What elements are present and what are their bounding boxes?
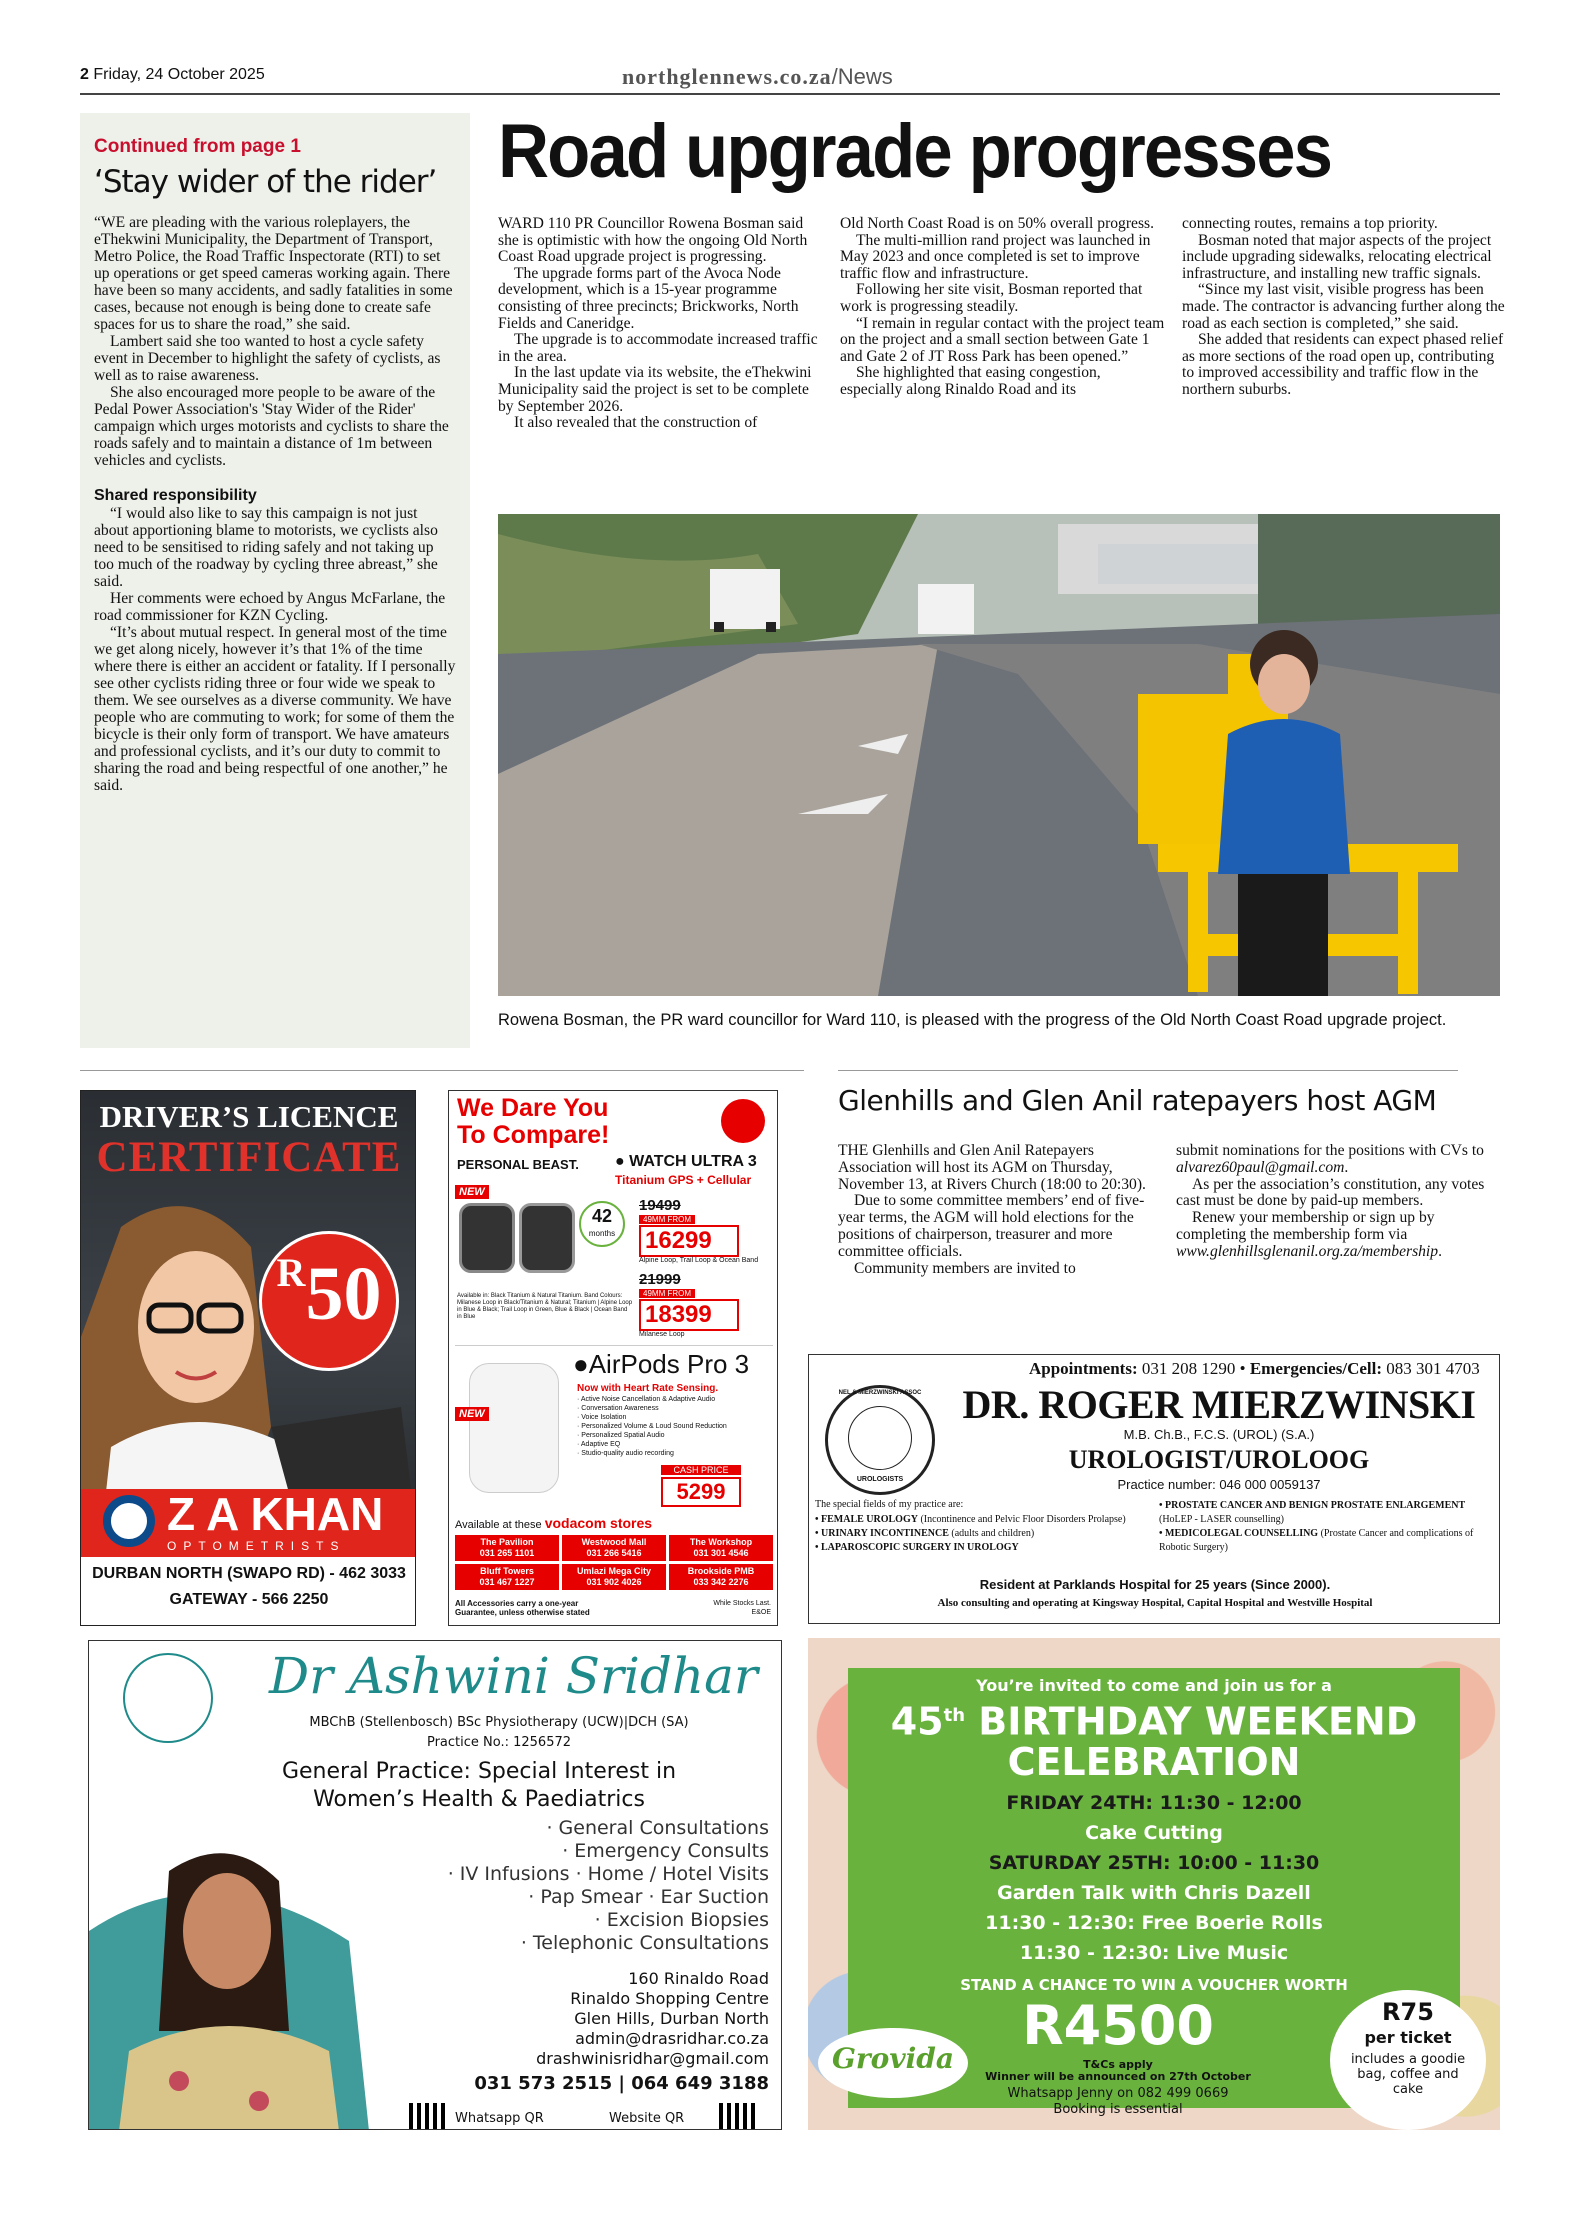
- price-1-from: 49MM FROM: [639, 1215, 695, 1224]
- store-card: [455, 1535, 559, 1561]
- practice-number: Practice number: 046 000 0059137: [1117, 1477, 1321, 1492]
- watch-image-2: [519, 1203, 575, 1273]
- doctor-specialty: UROLOGIST/UROLOOG: [1068, 1445, 1370, 1474]
- footer-line: All Accessories carry a one-year: [455, 1599, 579, 1608]
- price-1-note: Alpine Loop, Trail Loop & Ocean Band: [639, 1257, 759, 1264]
- available-label: Available at these: [455, 1519, 542, 1531]
- footer-line: Guarantee, unless otherwise stated: [455, 1608, 590, 1617]
- practice-field: [1159, 1527, 1495, 1555]
- airpods-features: [577, 1395, 727, 1458]
- brand-name: Z A KHAN: [167, 1488, 384, 1540]
- store-card: [669, 1564, 773, 1590]
- store-name: Bluff Towers: [480, 1566, 534, 1576]
- article-paragraph: Old North Coast Road is on 50% overall progress.: [840, 215, 1154, 232]
- availability: [455, 1515, 652, 1531]
- field-name: • FEMALE UROLOGY: [815, 1514, 918, 1525]
- article-column-2: [840, 216, 1166, 399]
- sidebar-title: ‘Stay wider of the rider’: [94, 164, 437, 200]
- airpods-subtitle: Now with Heart Rate Sensing.: [577, 1383, 719, 1394]
- field-name: • URINARY INCONTINENCE: [815, 1528, 949, 1539]
- doctor-portrait: [89, 1811, 369, 2130]
- grovida-logo: Grovida: [832, 2042, 954, 2075]
- months-badge: [579, 1201, 625, 1247]
- agm-column-2: [1176, 1143, 1506, 1261]
- stethoscope-logo-icon: [123, 1653, 213, 1743]
- address-line: Rinaldo Shopping Centre: [570, 1989, 769, 2008]
- voda-headline: [457, 1095, 609, 1149]
- service-item: · Pap Smear · Ear Suction: [528, 1886, 769, 1908]
- seal-bottom-text: UROLOGISTS: [856, 1476, 904, 1483]
- feature-item: · Voice Isolation: [577, 1414, 627, 1421]
- woman-portrait: [81, 1187, 416, 1537]
- practice-field: [815, 1541, 1155, 1555]
- airpods-image: [469, 1363, 559, 1493]
- store-name: The Pavilion: [480, 1537, 534, 1547]
- ticket-price: R75: [1382, 1998, 1434, 2026]
- whatsapp-line[interactable]: Whatsapp Jenny on 082 499 0669: [1007, 2086, 1229, 2101]
- location-1: DURBAN NORTH (SWAPO RD) - 462 3033: [92, 1565, 406, 1582]
- footer-line: E&OE: [751, 1609, 771, 1616]
- header-rule: [80, 93, 1500, 95]
- stand-chance: STAND A CHANCE TO WIN A VOUCHER WORTH: [960, 1976, 1348, 1994]
- article-paragraph: She highlighted that easing congestion, especially along Rinaldo Road and its: [840, 364, 1101, 398]
- schedule-event: 11:30 - 12:30: Live Music: [1019, 1942, 1289, 1964]
- sidebar-paragraph: Lambert said she too wanted to host a cycle safety event in December to highlight the safety of cyclists, as well as to raise awareness.: [94, 333, 441, 384]
- ticket-includes: includes a goodie bag, coffee and cake: [1350, 2052, 1466, 2097]
- price-2: 18399: [639, 1299, 739, 1331]
- continued-label: Continued from page 1: [94, 136, 301, 157]
- doctor-qualifications: M.B. Ch.B., F.C.S. (UROL) (S.A.): [1123, 1427, 1315, 1442]
- agm-paragraph: Due to some committee members’ end of five-year terms, the AGM will hold elections for the positions of chairperson, treasurer and more committee officials.: [838, 1192, 1145, 1260]
- practice-field: [815, 1527, 1155, 1541]
- store-phone[interactable]: 031 467 1227: [479, 1577, 535, 1587]
- divider: [838, 1070, 1458, 1071]
- headline-text-1: BIRTHDAY WEEKEND: [978, 1699, 1418, 1744]
- article-paragraph: It also revealed that the construction of: [514, 414, 758, 432]
- service-item: · Telephonic Consultations: [520, 1932, 769, 1954]
- store-card: [455, 1564, 559, 1590]
- agm-paragraph: submit nominations for the positions with CVs to alvarez60paul@gmail.com.: [1176, 1142, 1484, 1176]
- article-paragraph: The upgrade is to accommodate increased traffic in the area.: [498, 331, 818, 365]
- road-scene-illustration: [498, 514, 1500, 996]
- price-2-note: Milanese Loop: [639, 1331, 685, 1338]
- field-detail: (adults and children): [948, 1528, 1035, 1539]
- store-phone[interactable]: 033 342 2276: [693, 1577, 749, 1587]
- grovida-ad: [808, 1638, 1500, 2130]
- invite-line: You’re invited to come and join us for a: [976, 1676, 1332, 1695]
- article-paragraph: “I remain in regular contact with the project team on the project and a small section between Gate 1 and Gate 2 of JT Ross Park has been opened.”: [840, 314, 1165, 365]
- services-list: [339, 1817, 769, 1955]
- schedule-day: SATURDAY 25TH: 10:00 - 11:30: [988, 1852, 1320, 1874]
- seal-top-text: NEL & MIERZWINSKI ASSOC: [838, 1390, 922, 1396]
- resident-note: Resident at Parklands Hospital for 25 years (Since 2000).: [979, 1577, 1331, 1592]
- location-2: GATEWAY - 566 2250: [169, 1591, 329, 1608]
- price-value: 50: [305, 1252, 382, 1336]
- footer-line: While Stocks Last.: [713, 1600, 771, 1607]
- address-line[interactable]: drashwinisridhar@gmail.com: [536, 2049, 769, 2068]
- apple-logo-icon: ●: [573, 1349, 589, 1379]
- price-1: 16299: [639, 1225, 739, 1257]
- qr-label-1: Whatsapp QR: [455, 2111, 544, 2126]
- fields-intro: The special fields of my practice are:: [815, 1499, 964, 1510]
- schedule-event: Cake Cutting: [1085, 1822, 1223, 1844]
- service-item: · IV Infusions · Home / Hotel Visits: [447, 1863, 769, 1885]
- article-column-1: [498, 216, 824, 432]
- gp-headline-1: General Practice: Special Interest in: [281, 1759, 677, 1784]
- page-number: 2: [80, 66, 89, 83]
- emergency-phone[interactable]: 083 301 4703: [1386, 1359, 1480, 1378]
- practice-number: Practice No.: 1256572: [426, 1735, 572, 1750]
- headline-number: 45: [890, 1699, 944, 1744]
- feature-item: · Personalized Volume & Loud Sound Reduction: [577, 1423, 727, 1430]
- practice-seal-icon: [825, 1385, 935, 1495]
- doctor-name: Dr Ashwini Sridhar: [269, 1647, 758, 1705]
- agm-paragraph: THE Glenhills and Glen Anil Ratepayers Association will host its AGM on Thursday, November 13, at Rivers Church (18:00 to 20:30).: [838, 1142, 1146, 1193]
- store-name: Westwood Mall: [581, 1537, 647, 1547]
- also-consulting: Also consulting and operating at Kingsway Hospital, Capital Hospital and Westville Hospital: [937, 1597, 1373, 1609]
- seal-inner: [848, 1406, 912, 1470]
- agm-column-1: [838, 1143, 1168, 1277]
- store-card: [562, 1535, 666, 1561]
- watch-name: [615, 1153, 757, 1171]
- schedule-event: 11:30 - 12:30: Free Boerie Rolls: [985, 1912, 1323, 1934]
- store-phone[interactable]: 031 265 1101: [479, 1548, 535, 1558]
- ticket-per: per ticket: [1364, 2028, 1452, 2047]
- cash-price: 5299: [661, 1477, 741, 1507]
- address-line: Glen Hills, Durban North: [574, 2009, 769, 2028]
- airpods-title: [573, 1349, 749, 1380]
- months-label: months: [588, 1229, 616, 1238]
- store-phone[interactable]: 031 266 5416: [586, 1548, 642, 1558]
- whatsapp-qr-icon[interactable]: [409, 2103, 449, 2130]
- store-name: Umlazi Mega City: [576, 1566, 652, 1576]
- price-text: [259, 1249, 399, 1339]
- agm-membership-link[interactable]: www.glenhillsglenanil.org.za/membership: [1176, 1242, 1439, 1260]
- field-name: • PROSTATE CANCER AND BENIGN PROSTATE ENLARGEMENT: [1159, 1500, 1466, 1511]
- fields-left: [815, 1513, 1155, 1555]
- article-paragraph: Following her site visit, Bosman reported that work is progressing steadily.: [840, 281, 1143, 315]
- appointments-phone[interactable]: 031 208 1290: [1141, 1359, 1236, 1378]
- months-value: 42: [591, 1206, 613, 1226]
- field-detail: (Prostate Cancer and complications of Robotic Surgery): [1159, 1528, 1474, 1553]
- new-badge: NEW: [455, 1407, 489, 1421]
- watch-title: WATCH ULTRA 3: [629, 1153, 757, 1170]
- brand-subtitle: OPTOMETRISTS: [167, 1539, 346, 1553]
- airpods-name: AirPods Pro 3: [588, 1349, 750, 1379]
- headline-text-2: CELEBRATION: [1007, 1739, 1301, 1784]
- article-paragraph: Bosman noted that major aspects of the project include upgrading sidewalks, relocating electrical infrastructure, and installing new traffic signals.: [1182, 231, 1492, 282]
- sidebar-subhead: Shared responsibility: [94, 487, 257, 504]
- appointments-label: Appointments:: [1029, 1359, 1138, 1378]
- ad-line1: DRIVER’S LICENCE: [99, 1099, 399, 1134]
- gp-headline-2: Women’s Health & Paediatrics: [313, 1787, 645, 1812]
- voda-footer-left: [455, 1599, 590, 1617]
- article-paragraph: connecting routes, remains a top priority.: [1182, 215, 1438, 232]
- watch-tag: PERSONAL BEAST.: [457, 1157, 579, 1172]
- feature-item: · Active Noise Cancellation & Adaptive Audio: [577, 1396, 716, 1403]
- vodafone-logo-icon: [721, 1099, 765, 1143]
- booking-line: Booking is essential: [1053, 2102, 1183, 2117]
- event-schedule: [848, 1788, 1460, 1968]
- voucher-value: R4500: [1022, 1994, 1214, 2057]
- doctor-name: DR. ROGER MIERZWINSKI: [962, 1382, 1476, 1427]
- store-card: [669, 1535, 773, 1561]
- store-phone[interactable]: 031 301 4546: [693, 1548, 749, 1558]
- doctor-qualifications: MBChB (Stellenbosch) BSc Physiotherapy (UCW)|DCH (SA): [309, 1715, 689, 1730]
- section-name: /News: [831, 64, 893, 89]
- schedule-event: Garden Talk with Chris Dazell: [997, 1882, 1311, 1904]
- sidebar-paragraph: “It’s about mutual respect. In general most of the time we get along nicely, however it’s that 1% of the time where there is either an accident or fatality. If I personally see other cyclists riding three or four wide we speak to them. We see ourselves as a diverse community. We have people who are commuting to work; for some of them the bicycle is their only form of transport. We have amateurs and professional cyclists, and it’s our duty to commit to sharing the road and being respectful of one another,” he said.: [94, 624, 456, 794]
- headline-suffix: th: [943, 1705, 966, 1726]
- site-name[interactable]: northglennews.co.za: [622, 64, 832, 89]
- practice-field: [815, 1513, 1155, 1527]
- price-1-old: 19499: [639, 1197, 681, 1214]
- cash-label: CASH PRICE: [661, 1465, 741, 1475]
- birthday-headline: [848, 1696, 1460, 1782]
- site-header: [622, 64, 893, 90]
- new-badge: NEW: [455, 1185, 489, 1199]
- tcs: T&Cs apply: [1083, 2058, 1153, 2071]
- sidebar-paragraph: Her comments were echoed by Angus McFarlane, the road commissioner for KZN Cycling.: [94, 590, 446, 624]
- store-phone[interactable]: 031 902 4026: [586, 1577, 642, 1587]
- uro-contacts: Appointments: 031 208 1290 • Emergencies/Cell: 083 301 4703: [1029, 1359, 1480, 1378]
- voda-footer-right: [713, 1599, 771, 1617]
- watch-subtitle: Titanium GPS + Cellular: [615, 1173, 752, 1187]
- agm-paragraph: Community members are invited to: [854, 1259, 1076, 1277]
- phone-numbers[interactable]: 031 573 2515 | 064 649 3188: [474, 2073, 769, 2094]
- voda-headline-2: To Compare!: [457, 1121, 610, 1149]
- optometrist-ad: [80, 1090, 416, 1626]
- price-2-from: 49MM FROM: [639, 1289, 695, 1298]
- gp-ad: [88, 1640, 782, 2130]
- feature-item: · Adaptive EQ: [577, 1441, 621, 1448]
- eye-logo-icon: [103, 1495, 155, 1547]
- issue-date: Friday, 24 October 2025: [93, 66, 265, 83]
- sidebar-paragraph: “I would also like to say this campaign is not just about apportioning blame to motorists, we cyclists also need to be sensitised to riding safely and not taking up too much of the roadway by cycling three abreast,” she said.: [94, 505, 438, 590]
- feature-item: · Studio-quality audio recording: [577, 1450, 674, 1457]
- article-photo: [498, 514, 1500, 996]
- field-detail: (Incontinence and Pelvic Floor Disorders Prolapse): [917, 1514, 1126, 1525]
- article-paragraph: “Since my last visit, visible progress has been made. The contractor is advancing further along the road as each section is completed,” she said.: [1182, 281, 1505, 332]
- field-detail: (HoLEP - LASER counselling): [1159, 1514, 1284, 1525]
- winner-announce: Winner will be announced on 27th October: [985, 2070, 1251, 2083]
- agm-paragraph: Renew your membership or sign up by completing the membership form via www.glenhillsglenanil.org.za/membership.: [1176, 1209, 1442, 1260]
- article-column-3: [1182, 216, 1508, 399]
- page-folio: [80, 66, 265, 84]
- address-line: 160 Rinaldo Road: [628, 1969, 769, 1988]
- voda-divider: [455, 1345, 773, 1346]
- practice-field: [1159, 1499, 1495, 1527]
- stores-brand: vodacom stores: [544, 1515, 653, 1531]
- article-paragraph: WARD 110 PR Councillor Rowena Bosman said she is optimistic with how the ongoing Old North Coast Road upgrade project is progressing.: [498, 215, 808, 266]
- store-name: Brookside PMB: [687, 1566, 755, 1576]
- article-paragraph: The upgrade forms part of the Avoca Node development, which is a 15-year programme consisting of three precincts; Brickworks, North Fields and Caneridge.: [498, 264, 799, 332]
- address-block: [389, 1969, 769, 2069]
- sidebar-article: [80, 113, 470, 1048]
- field-name: • MEDICOLEGAL COUNSELLING: [1159, 1528, 1319, 1539]
- schedule-day: FRIDAY 24TH: 11:30 - 12:00: [1006, 1792, 1302, 1814]
- agm-headline: Glenhills and Glen Anil ratepayers host AGM: [838, 1084, 1437, 1117]
- fields-right: [1159, 1499, 1495, 1555]
- vodacom-ad: [448, 1090, 778, 1626]
- website-qr-icon[interactable]: [719, 2103, 759, 2130]
- price-2-old: 21999: [639, 1271, 681, 1288]
- service-item: · General Consultations: [546, 1817, 769, 1839]
- feature-item: · Personalized Spatial Audio: [577, 1432, 665, 1439]
- watch-image-1: [459, 1203, 515, 1273]
- store-card: [562, 1564, 666, 1590]
- service-item: · Excision Biopsies: [594, 1909, 769, 1931]
- price-currency: R: [276, 1250, 306, 1295]
- agm-text: submit nominations for the positions with CVs to: [1176, 1142, 1484, 1159]
- ad-line2: CERTIFICATE: [96, 1134, 402, 1181]
- sidebar-paragraph: She also encouraged more people to be aware of the Pedal Power Association's 'Stay Wider of the Rider' campaign which urges motorists and cyclists to share the roads safely and to maintain a distance of 1m between vehicles and cyclists.: [94, 384, 449, 469]
- emergency-label: Emergencies/Cell:: [1249, 1359, 1383, 1378]
- photo-caption: Rowena Bosman, the PR ward councillor for Ward 110, is pleased with the progress of the Old North Coast Road upgrade project.: [498, 1011, 1447, 1029]
- voda-headline-1: We Dare You: [457, 1094, 609, 1122]
- urologist-ad: [808, 1354, 1500, 1624]
- article-paragraph: She added that residents can expect phased relief as more sections of the road open up, contributing to improved accessibility and traffic flow in the northern suburbs.: [1182, 331, 1504, 398]
- qr-label-2: Website QR: [609, 2111, 685, 2126]
- address-line[interactable]: admin@drasridhar.co.za: [575, 2029, 769, 2048]
- store-grid: [455, 1535, 773, 1590]
- service-item: · Emergency Consults: [562, 1840, 769, 1862]
- article-headline: Road upgrade progresses: [498, 109, 1332, 194]
- store-name: The Workshop: [689, 1537, 753, 1547]
- watch-small-print: Available in: Black Titanium & Natural Titanium. Band Colours: Milanese Loop in Black/Titanium & Natural; Titanium | Alpine Loop in Blue & Black; Trail Loop in Green, Blue & Black | Ocean Band in Blue: [457, 1293, 633, 1320]
- agm-email[interactable]: alvarez60paul@gmail.com: [1176, 1158, 1345, 1176]
- field-name: • LAPAROSCOPIC SURGERY IN UROLOGY: [815, 1542, 1019, 1553]
- agm-paragraph: As per the association’s constitution, any votes cast must be done by paid-up members.: [1176, 1175, 1485, 1210]
- article-paragraph: The multi-million rand project was launched in May 2023 and once completed is set to improve traffic flow and infrastructure.: [840, 231, 1151, 282]
- divider: [80, 1070, 804, 1071]
- apple-logo-icon: ●: [615, 1153, 625, 1170]
- agm-text: Renew your membership or sign up by completing the membership form via: [1176, 1209, 1435, 1243]
- sidebar-paragraph: “WE are pleading with the various roleplayers, the eThekwini Municipality, the Department of Transport, Metro Police, the Road Traffic Inspectorate (RTI) to set up operations or get speed cameras working again. There have been so many accidents, and sadly fatalities in some cases, because not enough is being done to create safe spaces for us to share the road,” she said.: [94, 214, 453, 333]
- feature-item: · Conversation Awareness: [577, 1405, 659, 1412]
- article-paragraph: In the last update via its website, the eThekwini Municipality said the project is set to be complete by September 2026.: [498, 364, 812, 415]
